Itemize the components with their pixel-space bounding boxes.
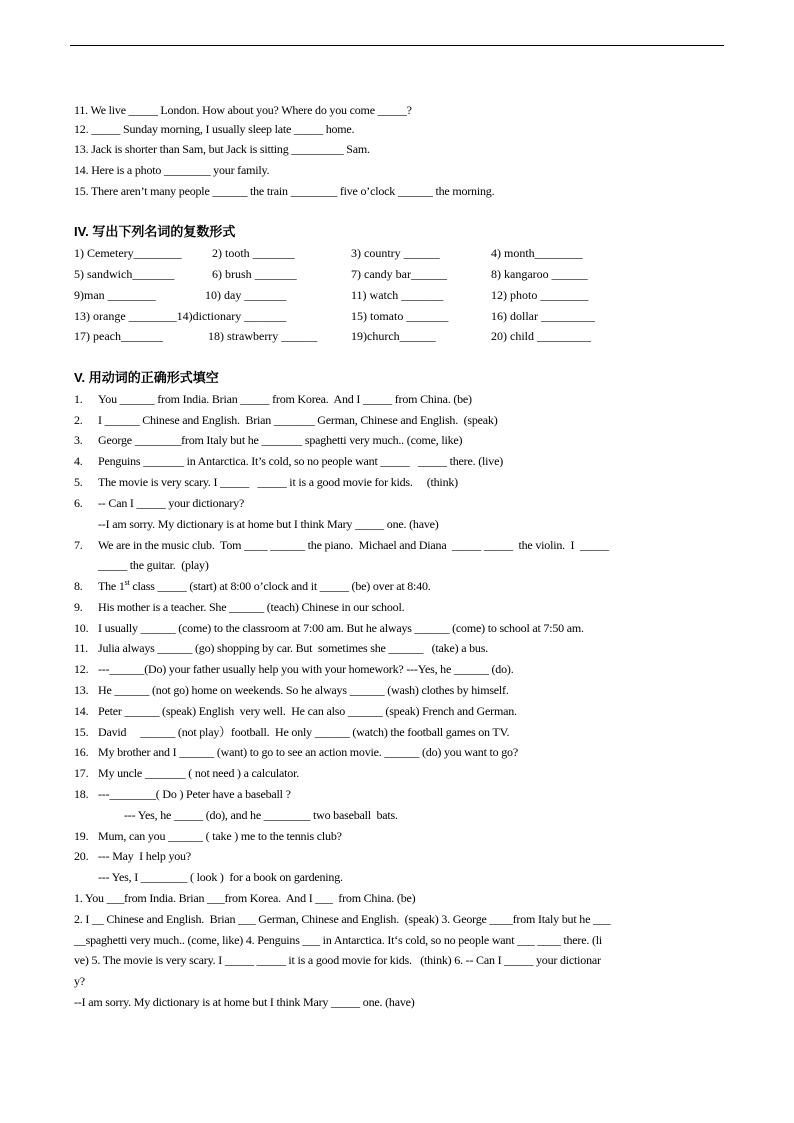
item-number: 16. <box>74 745 89 759</box>
plural-row <box>74 287 734 303</box>
exercise-line <box>74 661 514 677</box>
exercise-line: 11. We live _____ London. How about you? Where do you come _____? <box>74 103 412 117</box>
exercise-line <box>74 516 439 532</box>
exercise-line <box>74 807 398 823</box>
item-number: 14. <box>74 704 89 718</box>
plural-item: 16) dollar _________ <box>491 309 595 323</box>
exercise-line: ve) 5. The movie is very scary. I _____ _____ it is a good movie for kids. (think) 6. -- Can I _____ your dictionar <box>74 953 601 967</box>
item-text: ---________( Do ) Peter have a baseball ? <box>98 787 291 801</box>
item-number: 20. <box>74 849 89 863</box>
section-title: V. 用动词的正确形式填空 <box>74 370 219 385</box>
plural-item: 7) candy bar______ <box>351 267 447 281</box>
item-number: 5. <box>74 475 83 489</box>
exercise-line <box>74 620 584 636</box>
item-text: My uncle _______ ( not need ) a calculator. <box>98 766 300 780</box>
plural-item: 4) month________ <box>491 246 583 260</box>
exercise-line <box>74 474 458 490</box>
exercise-line: --I am sorry. My dictionary is at home but I think Mary _____ one. (have) <box>74 995 415 1009</box>
item-text: -- Can I _____ your dictionary? <box>98 496 245 510</box>
plural-item: 11) watch _______ <box>351 288 444 302</box>
plural-row <box>74 308 734 324</box>
item-text: --- May I help you? <box>98 849 191 863</box>
exercise-line <box>74 412 498 428</box>
plural-item: 15) tomato _______ <box>351 309 449 323</box>
item-text: The movie is very scary. I _____ _____ it is a good movie for kids. (think) <box>98 475 458 489</box>
item-text: My brother and I ______ (want) to go to see an action movie. ______ (do) you want to go? <box>98 745 518 759</box>
plural-item: 5) sandwich_______ <box>74 267 175 281</box>
exercise-line <box>74 599 404 615</box>
item-number: 17. <box>74 766 89 780</box>
plural-item: 18) strawberry ______ <box>208 329 318 343</box>
item-text: George ________from Italy but he _______ spaghetti very much.. (come, like) <box>98 433 463 447</box>
item-number: 10. <box>74 621 89 635</box>
item-number: 3. <box>74 433 83 447</box>
exercise-line: 1. You ___from India. Brian ___from Korea. And I ___ from China. (be) <box>74 891 416 905</box>
section-title: IV. 写出下列名词的复数形式 <box>74 224 236 239</box>
item-text: His mother is a teacher. She ______ (teach) Chinese in our school. <box>98 600 405 614</box>
item-text: Mum, can you ______ ( take ) me to the tennis club? <box>98 829 342 843</box>
item-number: 7. <box>74 538 83 552</box>
item-text: ---______(Do) your father usually help you with your homework? ---Yes, he ______ (do). <box>98 662 514 676</box>
exercise-line <box>74 744 518 760</box>
ordinal-suffix: st <box>124 578 130 587</box>
item-text: David ______ (not play）football. He only ______ (watch) the football games on TV. <box>98 725 510 739</box>
item-text: He ______ (not go) home on weekends. So he always ______ (wash) clothes by himself. <box>98 683 509 697</box>
item-number: 6. <box>74 496 83 510</box>
exercise-line <box>74 724 509 740</box>
item-number: 13. <box>74 683 89 697</box>
exercise-line <box>74 557 209 573</box>
exercise-line <box>74 640 488 656</box>
item-number: 9. <box>74 600 83 614</box>
plural-item: 9)man ________ <box>74 288 156 302</box>
item-text: Penguins _______ in Antarctica. It’s cold, so no people want _____ _____ there. (live) <box>98 454 503 468</box>
item-number: 18. <box>74 787 89 801</box>
item-number: 4. <box>74 454 83 468</box>
item-number: 12. <box>74 662 89 676</box>
exercise-line <box>74 703 517 719</box>
plural-item: 12) photo ________ <box>491 288 589 302</box>
exercise-line <box>74 848 191 864</box>
item-text: --- Yes, he _____ (do), and he ________ two baseball bats. <box>124 808 398 822</box>
item-text: Julia always ______ (go) shopping by car. But sometimes she ______ (take) a bus. <box>98 641 489 655</box>
item-text: I ______ Chinese and English. Brian _______ German, Chinese and English. (speak) <box>98 413 498 427</box>
exercise-line <box>74 765 299 781</box>
exercise-line <box>74 578 431 594</box>
item-text: --- Yes, I ________ ( look ) for a book on gardening. <box>98 870 343 884</box>
plural-row <box>74 328 734 344</box>
exercise-line: __spaghetti very much.. (come, like) 4. Penguins ___ in Antarctica. It‘s cold, so no people want ___ ____ there. (li <box>74 933 603 947</box>
plural-item: 10) day _______ <box>205 288 287 302</box>
item-text: _____ the guitar. (play) <box>98 558 209 572</box>
plural-item: 19)church______ <box>351 329 436 343</box>
item-number: 15. <box>74 725 89 739</box>
exercise-line: 15. There aren’t many people ______ the train ________ five o’clock ______ the morning. <box>74 184 495 198</box>
item-text: Peter ______ (speak) English very well. He can also ______ (speak) French and German. <box>98 704 517 718</box>
item-number: 19. <box>74 829 89 843</box>
item-text: I usually ______ (come) to the classroom at 7:00 am. But he always ______ (come) to school at 7:50 am. <box>98 621 584 635</box>
item-text: The 1st class _____ (start) at 8:00 o’clock and it _____ (be) over at 8:40. <box>98 578 431 593</box>
item-text: You ______ from India. Brian _____ from Korea. And I _____ from China. (be) <box>98 392 472 406</box>
plural-row <box>74 245 734 261</box>
plural-item: 17) peach_______ <box>74 329 163 343</box>
item-text: We are in the music club. Tom ____ ______ the piano. Michael and Diana _____ _____ the violin. I _____ <box>98 538 609 552</box>
exercise-line <box>74 391 472 407</box>
item-number: 11. <box>74 641 88 655</box>
item-number: 8. <box>74 579 83 593</box>
plural-item: 3) country ______ <box>351 246 440 260</box>
exercise-line <box>74 453 503 469</box>
exercise-line <box>74 495 244 511</box>
item-text: --I am sorry. My dictionary is at home but I think Mary _____ one. (have) <box>98 517 439 531</box>
item-number: 1. <box>74 392 83 406</box>
exercise-line: 13. Jack is shorter than Sam, but Jack is sitting _________ Sam. <box>74 142 370 156</box>
exercise-line <box>74 828 342 844</box>
exercise-line: 14. Here is a photo ________ your family. <box>74 163 270 177</box>
header-rule <box>70 45 724 46</box>
exercise-line: 2. I __ Chinese and English. Brian ___ German, Chinese and English. (speak) 3. George ____from Italy but he ___ <box>74 912 611 926</box>
exercise-line: 12. _____ Sunday morning, I usually sleep late _____ home. <box>74 122 355 136</box>
exercise-line <box>74 682 509 698</box>
plural-item: 6) brush _______ <box>212 267 297 281</box>
exercise-line <box>74 869 343 885</box>
exercise-line <box>74 786 291 802</box>
plural-item: 2) tooth _______ <box>212 246 295 260</box>
plural-item: 8) kangaroo ______ <box>491 267 588 281</box>
exercise-line: y? <box>74 974 85 988</box>
plural-item: 13) orange ________14)dictionary _______ <box>74 309 287 323</box>
plural-item: 1) Cemetery________ <box>74 246 182 260</box>
exercise-line <box>74 537 609 553</box>
plural-row <box>74 266 734 282</box>
exercise-line <box>74 432 462 448</box>
plural-item: 20) child _________ <box>491 329 591 343</box>
item-number: 2. <box>74 413 83 427</box>
